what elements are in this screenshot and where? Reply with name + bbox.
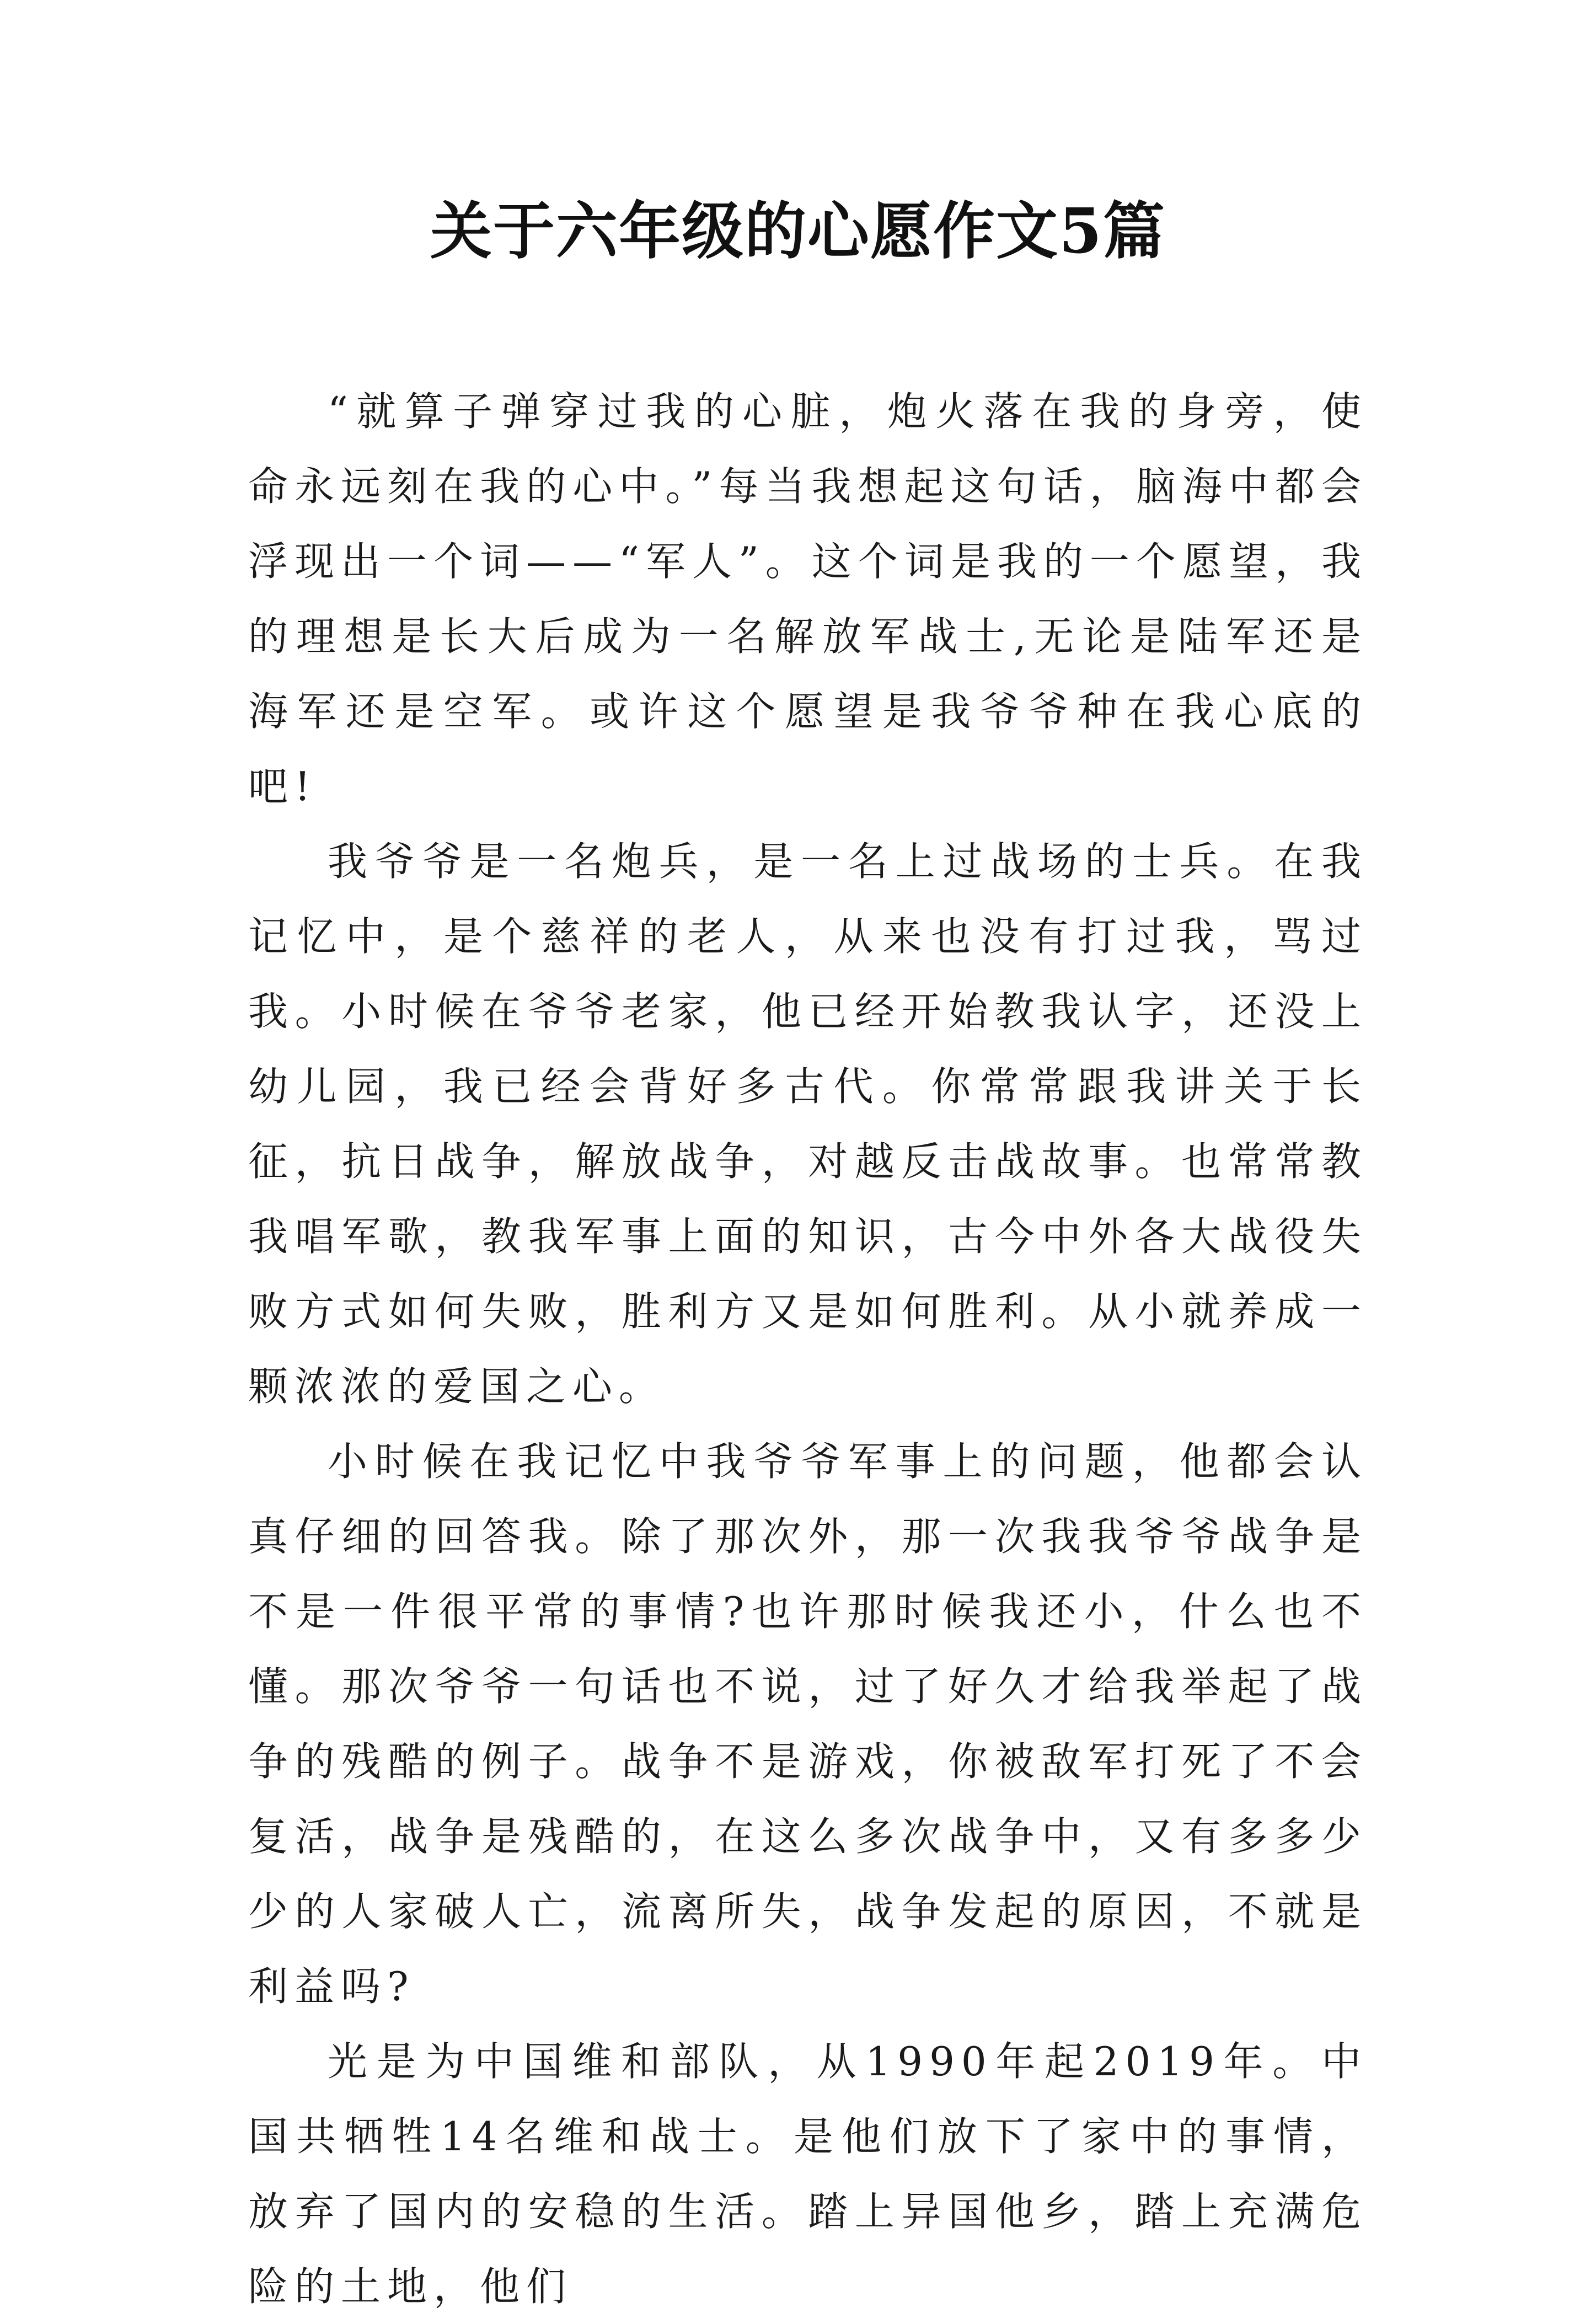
- paragraph-3: 小时候在我记忆中我爷爷军事上的问题，他都会认真仔细的回答我。除了那次外，那一次我我爷爷战争是不是一件很平常的事情?也许那时候我还小，什么也不懂。那次爷爷一句话也不说，过了好久才给我举起了战争的残酷的例子。战争不是游戏，你被敌军打死了不会复活，战争是残酷的，在这么多次战争中，又有多多少少的人家破人亡，流离所失，战争发起的原因，不就是利益吗?: [248, 1438, 1368, 2010]
- document-body: [248, 374, 1368, 2324]
- paragraph-1: “就算子弹穿过我的心脏，炮火落在我的身旁，使命永远刻在我的心中。”每当我想起这句话，脑海中都会浮现出一个词——“军人”。这个词是我的一个愿望，我的理想是长大后成为一名解放军战士,无论是陆军还是海军还是空军。或许这个愿望是我爷爷种在我心底的吧!: [248, 388, 1368, 810]
- document-title: 关于六年级的心愿作文5篇: [430, 195, 1166, 267]
- paragraph-4: 光是为中国维和部队，从1990年起2019年。中国共牺牲14名维和战士。是他们放下了家中的事情，放弃了国内的安稳的生活。踏上异国他乡，踏上充满危险的土地，他们: [248, 2038, 1368, 2310]
- paragraph-2: 我爷爷是一名炮兵，是一名上过战场的士兵。在我记忆中，是个慈祥的老人，从来也没有打过我，骂过我。小时候在爷爷老家，他已经开始教我认字，还没上幼儿园，我已经会背好多古代。你常常跟我讲关于长征，抗日战争，解放战争，对越反击战故事。也常常教我唱军歌，教我军事上面的知识，古今中外各大战役失败方式如何失败，胜利方又是如何胜利。从小就养成一颗浓浓的爱国之心。: [248, 838, 1368, 1410]
